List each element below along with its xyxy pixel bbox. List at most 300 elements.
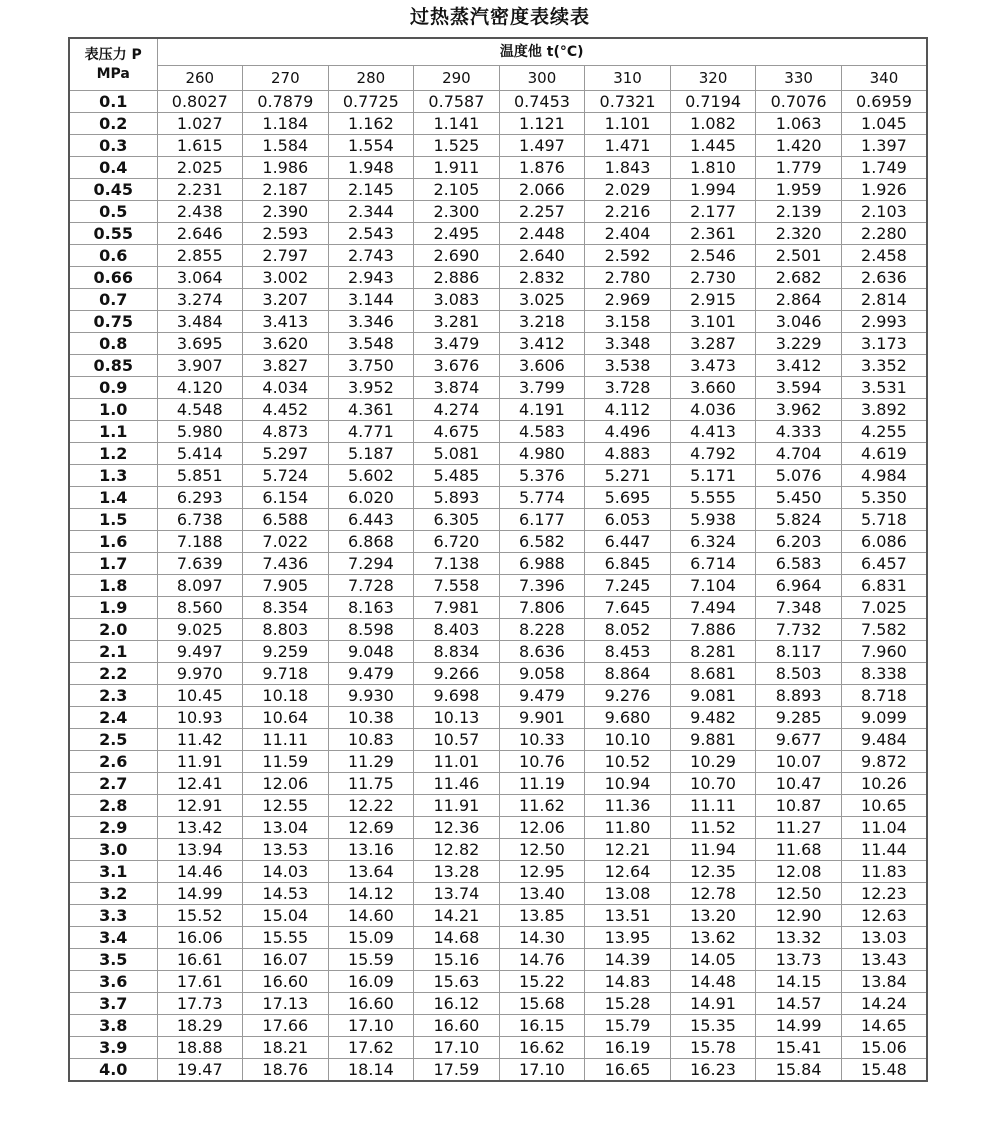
pressure-label: 表压力 P	[84, 46, 142, 63]
density-cell: 14.30	[499, 927, 585, 949]
pressure-cell: 0.3	[69, 135, 157, 157]
density-cell: 3.229	[756, 333, 842, 355]
pressure-cell: 2.1	[69, 641, 157, 663]
density-cell: 12.06	[499, 817, 585, 839]
density-cell: 2.640	[499, 245, 585, 267]
density-cell: 2.300	[414, 201, 500, 223]
density-cell: 11.11	[670, 795, 756, 817]
density-cell: 13.73	[756, 949, 842, 971]
density-cell: 14.76	[499, 949, 585, 971]
density-cell: 2.969	[585, 289, 671, 311]
density-cell: 9.680	[585, 707, 671, 729]
density-cell: 3.892	[841, 399, 927, 421]
density-cell: 1.926	[841, 179, 927, 201]
pressure-cell: 0.45	[69, 179, 157, 201]
density-cell: 15.79	[585, 1015, 671, 1037]
density-cell: 3.484	[157, 311, 243, 333]
density-cell: 2.682	[756, 267, 842, 289]
density-cell: 13.51	[585, 905, 671, 927]
density-cell: 2.066	[499, 179, 585, 201]
density-cell: 9.930	[328, 685, 414, 707]
density-cell: 10.38	[328, 707, 414, 729]
density-cell: 3.594	[756, 377, 842, 399]
density-cell: 1.525	[414, 135, 500, 157]
pressure-cell: 3.3	[69, 905, 157, 927]
density-cell: 6.964	[756, 575, 842, 597]
pressure-cell: 1.8	[69, 575, 157, 597]
density-cell: 2.448	[499, 223, 585, 245]
density-cell: 6.053	[585, 509, 671, 531]
density-cell: 10.76	[499, 751, 585, 773]
density-cell: 7.245	[585, 575, 671, 597]
table-row	[69, 465, 927, 487]
density-cell: 3.346	[328, 311, 414, 333]
pressure-cell: 2.4	[69, 707, 157, 729]
pressure-cell: 0.55	[69, 223, 157, 245]
density-cell: 3.827	[243, 355, 329, 377]
density-cell: 0.6959	[841, 91, 927, 113]
density-cell: 3.907	[157, 355, 243, 377]
density-cell: 13.62	[670, 927, 756, 949]
density-cell: 3.101	[670, 311, 756, 333]
density-cell: 5.718	[841, 509, 927, 531]
density-cell: 2.390	[243, 201, 329, 223]
density-cell: 3.046	[756, 311, 842, 333]
density-cell: 7.294	[328, 553, 414, 575]
density-cell: 5.774	[499, 487, 585, 509]
density-cell: 8.097	[157, 575, 243, 597]
pressure-cell: 4.0	[69, 1059, 157, 1082]
density-cell: 3.144	[328, 289, 414, 311]
pressure-cell: 2.3	[69, 685, 157, 707]
pressure-cell: 3.7	[69, 993, 157, 1015]
density-cell: 5.376	[499, 465, 585, 487]
density-cell: 3.952	[328, 377, 414, 399]
density-cell: 7.728	[328, 575, 414, 597]
density-cell: 6.738	[157, 509, 243, 531]
table-row	[69, 1059, 927, 1082]
pressure-cell: 3.2	[69, 883, 157, 905]
density-cell: 16.07	[243, 949, 329, 971]
table-row	[69, 223, 927, 245]
density-cell: 8.560	[157, 597, 243, 619]
pressure-cell: 2.5	[69, 729, 157, 751]
density-cell: 10.94	[585, 773, 671, 795]
density-cell: 3.660	[670, 377, 756, 399]
density-cell: 12.63	[841, 905, 927, 927]
density-cell: 3.473	[670, 355, 756, 377]
temperature-cell: 270	[243, 66, 329, 91]
density-cell: 0.7076	[756, 91, 842, 113]
density-cell: 15.48	[841, 1059, 927, 1082]
table-row	[69, 707, 927, 729]
density-cell: 2.145	[328, 179, 414, 201]
density-cell: 2.593	[243, 223, 329, 245]
density-cell: 4.980	[499, 443, 585, 465]
density-cell: 14.99	[756, 1015, 842, 1037]
density-cell: 9.872	[841, 751, 927, 773]
density-cell: 6.582	[499, 531, 585, 553]
pressure-cell: 0.75	[69, 311, 157, 333]
density-cell: 12.35	[670, 861, 756, 883]
density-cell: 9.276	[585, 685, 671, 707]
table-row	[69, 729, 927, 751]
density-cell: 1.948	[328, 157, 414, 179]
temperature-row	[69, 66, 927, 91]
density-cell: 4.771	[328, 421, 414, 443]
table-row	[69, 839, 927, 861]
density-cell: 7.436	[243, 553, 329, 575]
density-cell: 5.297	[243, 443, 329, 465]
density-cell: 17.73	[157, 993, 243, 1015]
density-cell: 11.46	[414, 773, 500, 795]
density-cell: 7.558	[414, 575, 500, 597]
density-cell: 5.076	[756, 465, 842, 487]
pressure-cell: 0.66	[69, 267, 157, 289]
density-cell: 13.32	[756, 927, 842, 949]
table-row	[69, 399, 927, 421]
density-cell: 0.8027	[157, 91, 243, 113]
density-cell: 11.52	[670, 817, 756, 839]
density-cell: 6.305	[414, 509, 500, 531]
table-row	[69, 1037, 927, 1059]
density-cell: 2.361	[670, 223, 756, 245]
density-cell: 13.95	[585, 927, 671, 949]
density-cell: 18.14	[328, 1059, 414, 1082]
density-cell: 2.187	[243, 179, 329, 201]
density-cell: 8.803	[243, 619, 329, 641]
density-cell: 15.22	[499, 971, 585, 993]
density-cell: 13.28	[414, 861, 500, 883]
density-cell: 6.177	[499, 509, 585, 531]
density-cell: 14.15	[756, 971, 842, 993]
density-cell: 4.675	[414, 421, 500, 443]
density-cell: 13.40	[499, 883, 585, 905]
density-cell: 1.027	[157, 113, 243, 135]
density-cell: 15.06	[841, 1037, 927, 1059]
pressure-cell: 2.8	[69, 795, 157, 817]
density-cell: 9.484	[841, 729, 927, 751]
density-cell: 3.676	[414, 355, 500, 377]
density-cell: 3.412	[499, 333, 585, 355]
table-row	[69, 575, 927, 597]
temperature-header: 温度他 t(°C)	[157, 38, 927, 66]
density-cell: 12.82	[414, 839, 500, 861]
table-row	[69, 861, 927, 883]
pressure-cell: 3.9	[69, 1037, 157, 1059]
density-cell: 15.52	[157, 905, 243, 927]
density-cell: 1.986	[243, 157, 329, 179]
density-cell: 2.543	[328, 223, 414, 245]
density-cell: 11.94	[670, 839, 756, 861]
pressure-cell: 1.1	[69, 421, 157, 443]
density-cell: 2.864	[756, 289, 842, 311]
density-cell: 12.41	[157, 773, 243, 795]
density-cell: 16.65	[585, 1059, 671, 1082]
table-row	[69, 245, 927, 267]
density-cell: 5.081	[414, 443, 500, 465]
table-row	[69, 135, 927, 157]
density-cell: 15.16	[414, 949, 500, 971]
table-row	[69, 113, 927, 135]
density-cell: 10.13	[414, 707, 500, 729]
table-row	[69, 663, 927, 685]
density-cell: 9.081	[670, 685, 756, 707]
density-cell: 9.479	[499, 685, 585, 707]
density-cell: 4.191	[499, 399, 585, 421]
density-cell: 17.10	[414, 1037, 500, 1059]
density-cell: 11.75	[328, 773, 414, 795]
table-row	[69, 927, 927, 949]
density-cell: 7.905	[243, 575, 329, 597]
density-cell: 1.471	[585, 135, 671, 157]
density-cell: 9.025	[157, 619, 243, 641]
density-cell: 3.274	[157, 289, 243, 311]
density-cell: 9.058	[499, 663, 585, 685]
density-cell: 5.602	[328, 465, 414, 487]
density-cell: 2.855	[157, 245, 243, 267]
temperature-cell: 320	[670, 66, 756, 91]
density-cell: 13.43	[841, 949, 927, 971]
density-cell: 2.743	[328, 245, 414, 267]
density-cell: 6.324	[670, 531, 756, 553]
density-cell: 14.57	[756, 993, 842, 1015]
density-cell: 3.531	[841, 377, 927, 399]
density-cell: 1.141	[414, 113, 500, 135]
table-row	[69, 971, 927, 993]
density-cell: 15.55	[243, 927, 329, 949]
density-cell: 4.034	[243, 377, 329, 399]
density-cell: 15.04	[243, 905, 329, 927]
density-cell: 11.83	[841, 861, 927, 883]
density-cell: 4.583	[499, 421, 585, 443]
density-cell: 10.87	[756, 795, 842, 817]
temperature-cell: 280	[328, 66, 414, 91]
density-cell: 12.21	[585, 839, 671, 861]
density-cell: 5.851	[157, 465, 243, 487]
density-cell: 9.482	[670, 707, 756, 729]
density-cell: 12.78	[670, 883, 756, 905]
density-cell: 0.7587	[414, 91, 500, 113]
density-cell: 11.19	[499, 773, 585, 795]
table-row	[69, 289, 927, 311]
pressure-cell: 3.5	[69, 949, 157, 971]
table-row	[69, 905, 927, 927]
density-cell: 10.57	[414, 729, 500, 751]
density-cell: 15.41	[756, 1037, 842, 1059]
density-cell: 1.397	[841, 135, 927, 157]
density-cell: 4.255	[841, 421, 927, 443]
density-cell: 1.959	[756, 179, 842, 201]
density-cell: 7.348	[756, 597, 842, 619]
density-cell: 14.12	[328, 883, 414, 905]
temperature-cell: 340	[841, 66, 927, 91]
pressure-cell: 0.2	[69, 113, 157, 135]
pressure-cell: 0.5	[69, 201, 157, 223]
density-cell: 6.154	[243, 487, 329, 509]
density-cell: 17.10	[499, 1059, 585, 1082]
density-cell: 16.60	[243, 971, 329, 993]
density-cell: 1.994	[670, 179, 756, 201]
density-cell: 5.555	[670, 487, 756, 509]
table-row	[69, 531, 927, 553]
density-cell: 19.47	[157, 1059, 243, 1082]
density-cell: 11.01	[414, 751, 500, 773]
density-cell: 2.646	[157, 223, 243, 245]
density-cell: 4.619	[841, 443, 927, 465]
pressure-cell: 1.0	[69, 399, 157, 421]
density-cell: 4.496	[585, 421, 671, 443]
density-cell: 1.911	[414, 157, 500, 179]
density-cell: 18.29	[157, 1015, 243, 1037]
table-row	[69, 377, 927, 399]
density-cell: 4.413	[670, 421, 756, 443]
density-cell: 8.893	[756, 685, 842, 707]
pressure-unit: MPa	[96, 65, 130, 82]
density-cell: 2.139	[756, 201, 842, 223]
density-cell: 1.063	[756, 113, 842, 135]
pressure-cell: 0.6	[69, 245, 157, 267]
density-cell: 14.53	[243, 883, 329, 905]
density-cell: 2.592	[585, 245, 671, 267]
density-cell: 0.7725	[328, 91, 414, 113]
density-cell: 14.46	[157, 861, 243, 883]
density-cell: 17.61	[157, 971, 243, 993]
density-cell: 14.48	[670, 971, 756, 993]
density-cell: 1.445	[670, 135, 756, 157]
pressure-cell: 1.7	[69, 553, 157, 575]
density-cell: 2.730	[670, 267, 756, 289]
density-cell: 5.187	[328, 443, 414, 465]
density-cell: 5.271	[585, 465, 671, 487]
density-cell: 0.7194	[670, 91, 756, 113]
density-cell: 10.83	[328, 729, 414, 751]
density-cell: 4.873	[243, 421, 329, 443]
density-cell: 7.639	[157, 553, 243, 575]
density-cell: 7.582	[841, 619, 927, 641]
pressure-cell: 2.7	[69, 773, 157, 795]
density-cell: 2.780	[585, 267, 671, 289]
density-cell: 13.85	[499, 905, 585, 927]
density-cell: 6.720	[414, 531, 500, 553]
density-cell: 3.479	[414, 333, 500, 355]
density-cell: 2.320	[756, 223, 842, 245]
density-cell: 6.868	[328, 531, 414, 553]
density-cell: 5.980	[157, 421, 243, 443]
pressure-cell: 2.9	[69, 817, 157, 839]
density-cell: 4.792	[670, 443, 756, 465]
density-cell: 2.495	[414, 223, 500, 245]
density-cell: 0.7321	[585, 91, 671, 113]
pressure-cell: 3.8	[69, 1015, 157, 1037]
density-cell: 5.485	[414, 465, 500, 487]
density-cell: 1.497	[499, 135, 585, 157]
density-cell: 12.08	[756, 861, 842, 883]
pressure-cell: 3.6	[69, 971, 157, 993]
density-cell: 6.086	[841, 531, 927, 553]
density-cell: 8.281	[670, 641, 756, 663]
density-cell: 10.64	[243, 707, 329, 729]
density-cell: 7.396	[499, 575, 585, 597]
density-cell: 1.810	[670, 157, 756, 179]
pressure-cell: 0.9	[69, 377, 157, 399]
density-cell: 6.203	[756, 531, 842, 553]
density-cell: 17.59	[414, 1059, 500, 1082]
density-cell: 2.216	[585, 201, 671, 223]
table-row	[69, 333, 927, 355]
density-cell: 6.583	[756, 553, 842, 575]
density-cell: 2.690	[414, 245, 500, 267]
table-row	[69, 201, 927, 223]
pressure-cell: 1.9	[69, 597, 157, 619]
density-cell: 3.352	[841, 355, 927, 377]
density-cell: 3.002	[243, 267, 329, 289]
pressure-cell: 3.4	[69, 927, 157, 949]
density-cell: 4.274	[414, 399, 500, 421]
density-cell: 9.881	[670, 729, 756, 751]
density-cell: 16.19	[585, 1037, 671, 1059]
density-cell: 10.26	[841, 773, 927, 795]
density-cell: 14.21	[414, 905, 500, 927]
temperature-cell: 310	[585, 66, 671, 91]
density-cell: 8.681	[670, 663, 756, 685]
density-cell: 2.025	[157, 157, 243, 179]
density-cell: 2.103	[841, 201, 927, 223]
density-cell: 8.834	[414, 641, 500, 663]
density-cell: 6.588	[243, 509, 329, 531]
density-cell: 12.64	[585, 861, 671, 883]
density-cell: 15.35	[670, 1015, 756, 1037]
density-cell: 2.458	[841, 245, 927, 267]
density-cell: 6.845	[585, 553, 671, 575]
density-cell: 2.231	[157, 179, 243, 201]
density-cell: 11.80	[585, 817, 671, 839]
density-cell: 12.22	[328, 795, 414, 817]
density-cell: 7.494	[670, 597, 756, 619]
pressure-cell: 2.0	[69, 619, 157, 641]
density-cell: 9.099	[841, 707, 927, 729]
density-cell: 13.08	[585, 883, 671, 905]
density-cell: 4.036	[670, 399, 756, 421]
table-row	[69, 773, 927, 795]
density-cell: 10.70	[670, 773, 756, 795]
density-cell: 10.29	[670, 751, 756, 773]
density-cell: 8.864	[585, 663, 671, 685]
density-cell: 10.47	[756, 773, 842, 795]
density-cell: 12.50	[756, 883, 842, 905]
steam-density-table	[68, 37, 928, 1082]
density-cell: 2.501	[756, 245, 842, 267]
density-cell: 1.749	[841, 157, 927, 179]
density-cell: 11.62	[499, 795, 585, 817]
density-cell: 18.76	[243, 1059, 329, 1082]
table-row	[69, 421, 927, 443]
table-row	[69, 993, 927, 1015]
density-cell: 13.64	[328, 861, 414, 883]
density-cell: 2.886	[414, 267, 500, 289]
density-cell: 4.452	[243, 399, 329, 421]
density-cell: 2.438	[157, 201, 243, 223]
density-cell: 2.832	[499, 267, 585, 289]
density-cell: 3.173	[841, 333, 927, 355]
density-cell: 4.120	[157, 377, 243, 399]
density-cell: 1.184	[243, 113, 329, 135]
density-cell: 6.457	[841, 553, 927, 575]
table-row	[69, 355, 927, 377]
density-cell: 5.938	[670, 509, 756, 531]
density-cell: 3.218	[499, 311, 585, 333]
density-cell: 12.90	[756, 905, 842, 927]
